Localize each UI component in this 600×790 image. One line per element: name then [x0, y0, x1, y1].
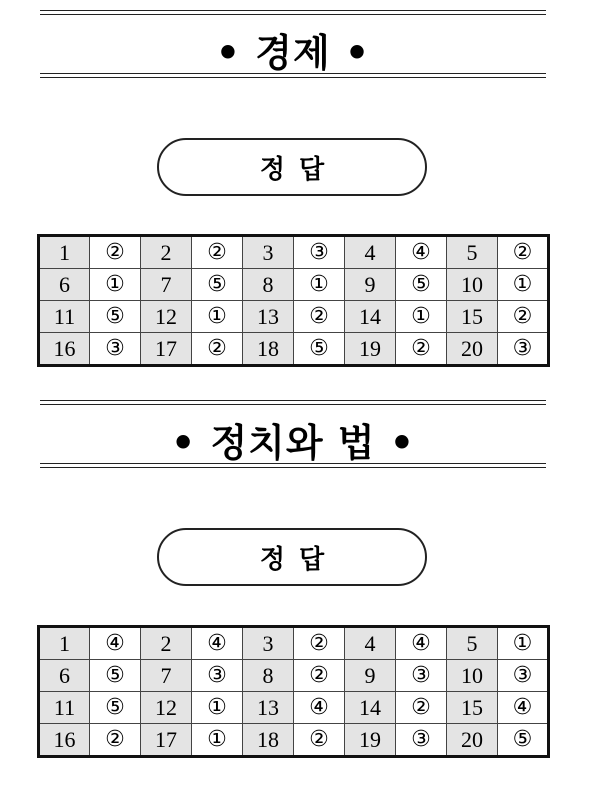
- question-number: 16: [39, 724, 90, 757]
- question-number: 12: [141, 301, 192, 333]
- answer-choice: ①: [498, 627, 549, 660]
- question-number: 1: [39, 627, 90, 660]
- answer-choice: ③: [192, 660, 243, 692]
- question-number: 2: [141, 236, 192, 269]
- question-number: 17: [141, 724, 192, 757]
- title-rule-top: [40, 400, 546, 401]
- answer-choice: ②: [498, 301, 549, 333]
- answer-choice: ①: [498, 269, 549, 301]
- question-number: 13: [243, 692, 294, 724]
- answer-choice: ③: [396, 724, 447, 757]
- answer-choice: ②: [192, 236, 243, 269]
- answer-choice: ⑤: [90, 301, 141, 333]
- question-number: 17: [141, 333, 192, 366]
- question-number: 7: [141, 660, 192, 692]
- question-number: 19: [345, 724, 396, 757]
- answer-label-box: 정답: [157, 138, 427, 196]
- question-number: 7: [141, 269, 192, 301]
- question-number: 1: [39, 236, 90, 269]
- answer-choice: ①: [192, 724, 243, 757]
- question-number: 5: [447, 627, 498, 660]
- question-number: 9: [345, 660, 396, 692]
- question-number: 18: [243, 724, 294, 757]
- table-row: [39, 269, 549, 301]
- table-row: [39, 236, 549, 269]
- answer-choice: ⑤: [192, 269, 243, 301]
- question-number: 13: [243, 301, 294, 333]
- table-row: [39, 692, 549, 724]
- answer-choice: ③: [90, 333, 141, 366]
- answer-choice: ②: [294, 301, 345, 333]
- answer-choice: ⑤: [396, 269, 447, 301]
- question-number: 12: [141, 692, 192, 724]
- question-number: 11: [39, 301, 90, 333]
- answer-choice: ③: [294, 236, 345, 269]
- answer-choice: ②: [396, 333, 447, 366]
- answer-choice: ④: [396, 236, 447, 269]
- question-number: 8: [243, 660, 294, 692]
- question-number: 11: [39, 692, 90, 724]
- question-number: 15: [447, 692, 498, 724]
- question-number: 14: [345, 301, 396, 333]
- question-number: 10: [447, 660, 498, 692]
- question-number: 6: [39, 269, 90, 301]
- answer-choice: ②: [192, 333, 243, 366]
- answer-choice: ②: [396, 692, 447, 724]
- answer-choice: ①: [192, 301, 243, 333]
- answer-choice: ②: [294, 724, 345, 757]
- answer-table-politics-law: [37, 625, 550, 758]
- answer-choice: ①: [396, 301, 447, 333]
- table-row: [39, 660, 549, 692]
- question-number: 10: [447, 269, 498, 301]
- answer-choice: ⑤: [90, 660, 141, 692]
- question-number: 16: [39, 333, 90, 366]
- answer-choice: ④: [90, 627, 141, 660]
- question-number: 20: [447, 333, 498, 366]
- answer-choice: ③: [396, 660, 447, 692]
- title-rule-bottom: [40, 463, 546, 464]
- table-row: [39, 301, 549, 333]
- question-number: 14: [345, 692, 396, 724]
- question-number: 15: [447, 301, 498, 333]
- answer-choice: ②: [294, 627, 345, 660]
- question-number: 18: [243, 333, 294, 366]
- answer-choice: ④: [498, 692, 549, 724]
- question-number: 3: [243, 236, 294, 269]
- answer-choice: ⑤: [498, 724, 549, 757]
- question-number: 3: [243, 627, 294, 660]
- question-number: 4: [345, 627, 396, 660]
- question-number: 2: [141, 627, 192, 660]
- question-number: 6: [39, 660, 90, 692]
- title-rule-top: [40, 10, 546, 11]
- answer-choice: ③: [498, 660, 549, 692]
- answer-table-economics: [37, 234, 550, 367]
- table-row: [39, 724, 549, 757]
- table-row: [39, 333, 549, 366]
- answer-choice: ④: [396, 627, 447, 660]
- answer-choice: ①: [90, 269, 141, 301]
- question-number: 5: [447, 236, 498, 269]
- answer-choice: ②: [90, 236, 141, 269]
- answer-choice: ④: [294, 692, 345, 724]
- answer-choice: ①: [192, 692, 243, 724]
- answer-choice: ④: [192, 627, 243, 660]
- section-title-economics: • 경제 •: [215, 31, 371, 75]
- question-number: 9: [345, 269, 396, 301]
- question-number: 20: [447, 724, 498, 757]
- question-number: 4: [345, 236, 396, 269]
- section-title-politics-law: • 정치와 법 •: [170, 421, 416, 465]
- question-number: 8: [243, 269, 294, 301]
- answer-choice: ③: [498, 333, 549, 366]
- answer-choice: ①: [294, 269, 345, 301]
- answer-choice: ②: [90, 724, 141, 757]
- answer-choice: ②: [498, 236, 549, 269]
- answer-label-box: 정답: [157, 528, 427, 586]
- answer-choice: ②: [294, 660, 345, 692]
- question-number: 19: [345, 333, 396, 366]
- answer-choice: ⑤: [90, 692, 141, 724]
- table-row: [39, 627, 549, 660]
- title-rule-bottom: [40, 73, 546, 74]
- answer-choice: ⑤: [294, 333, 345, 366]
